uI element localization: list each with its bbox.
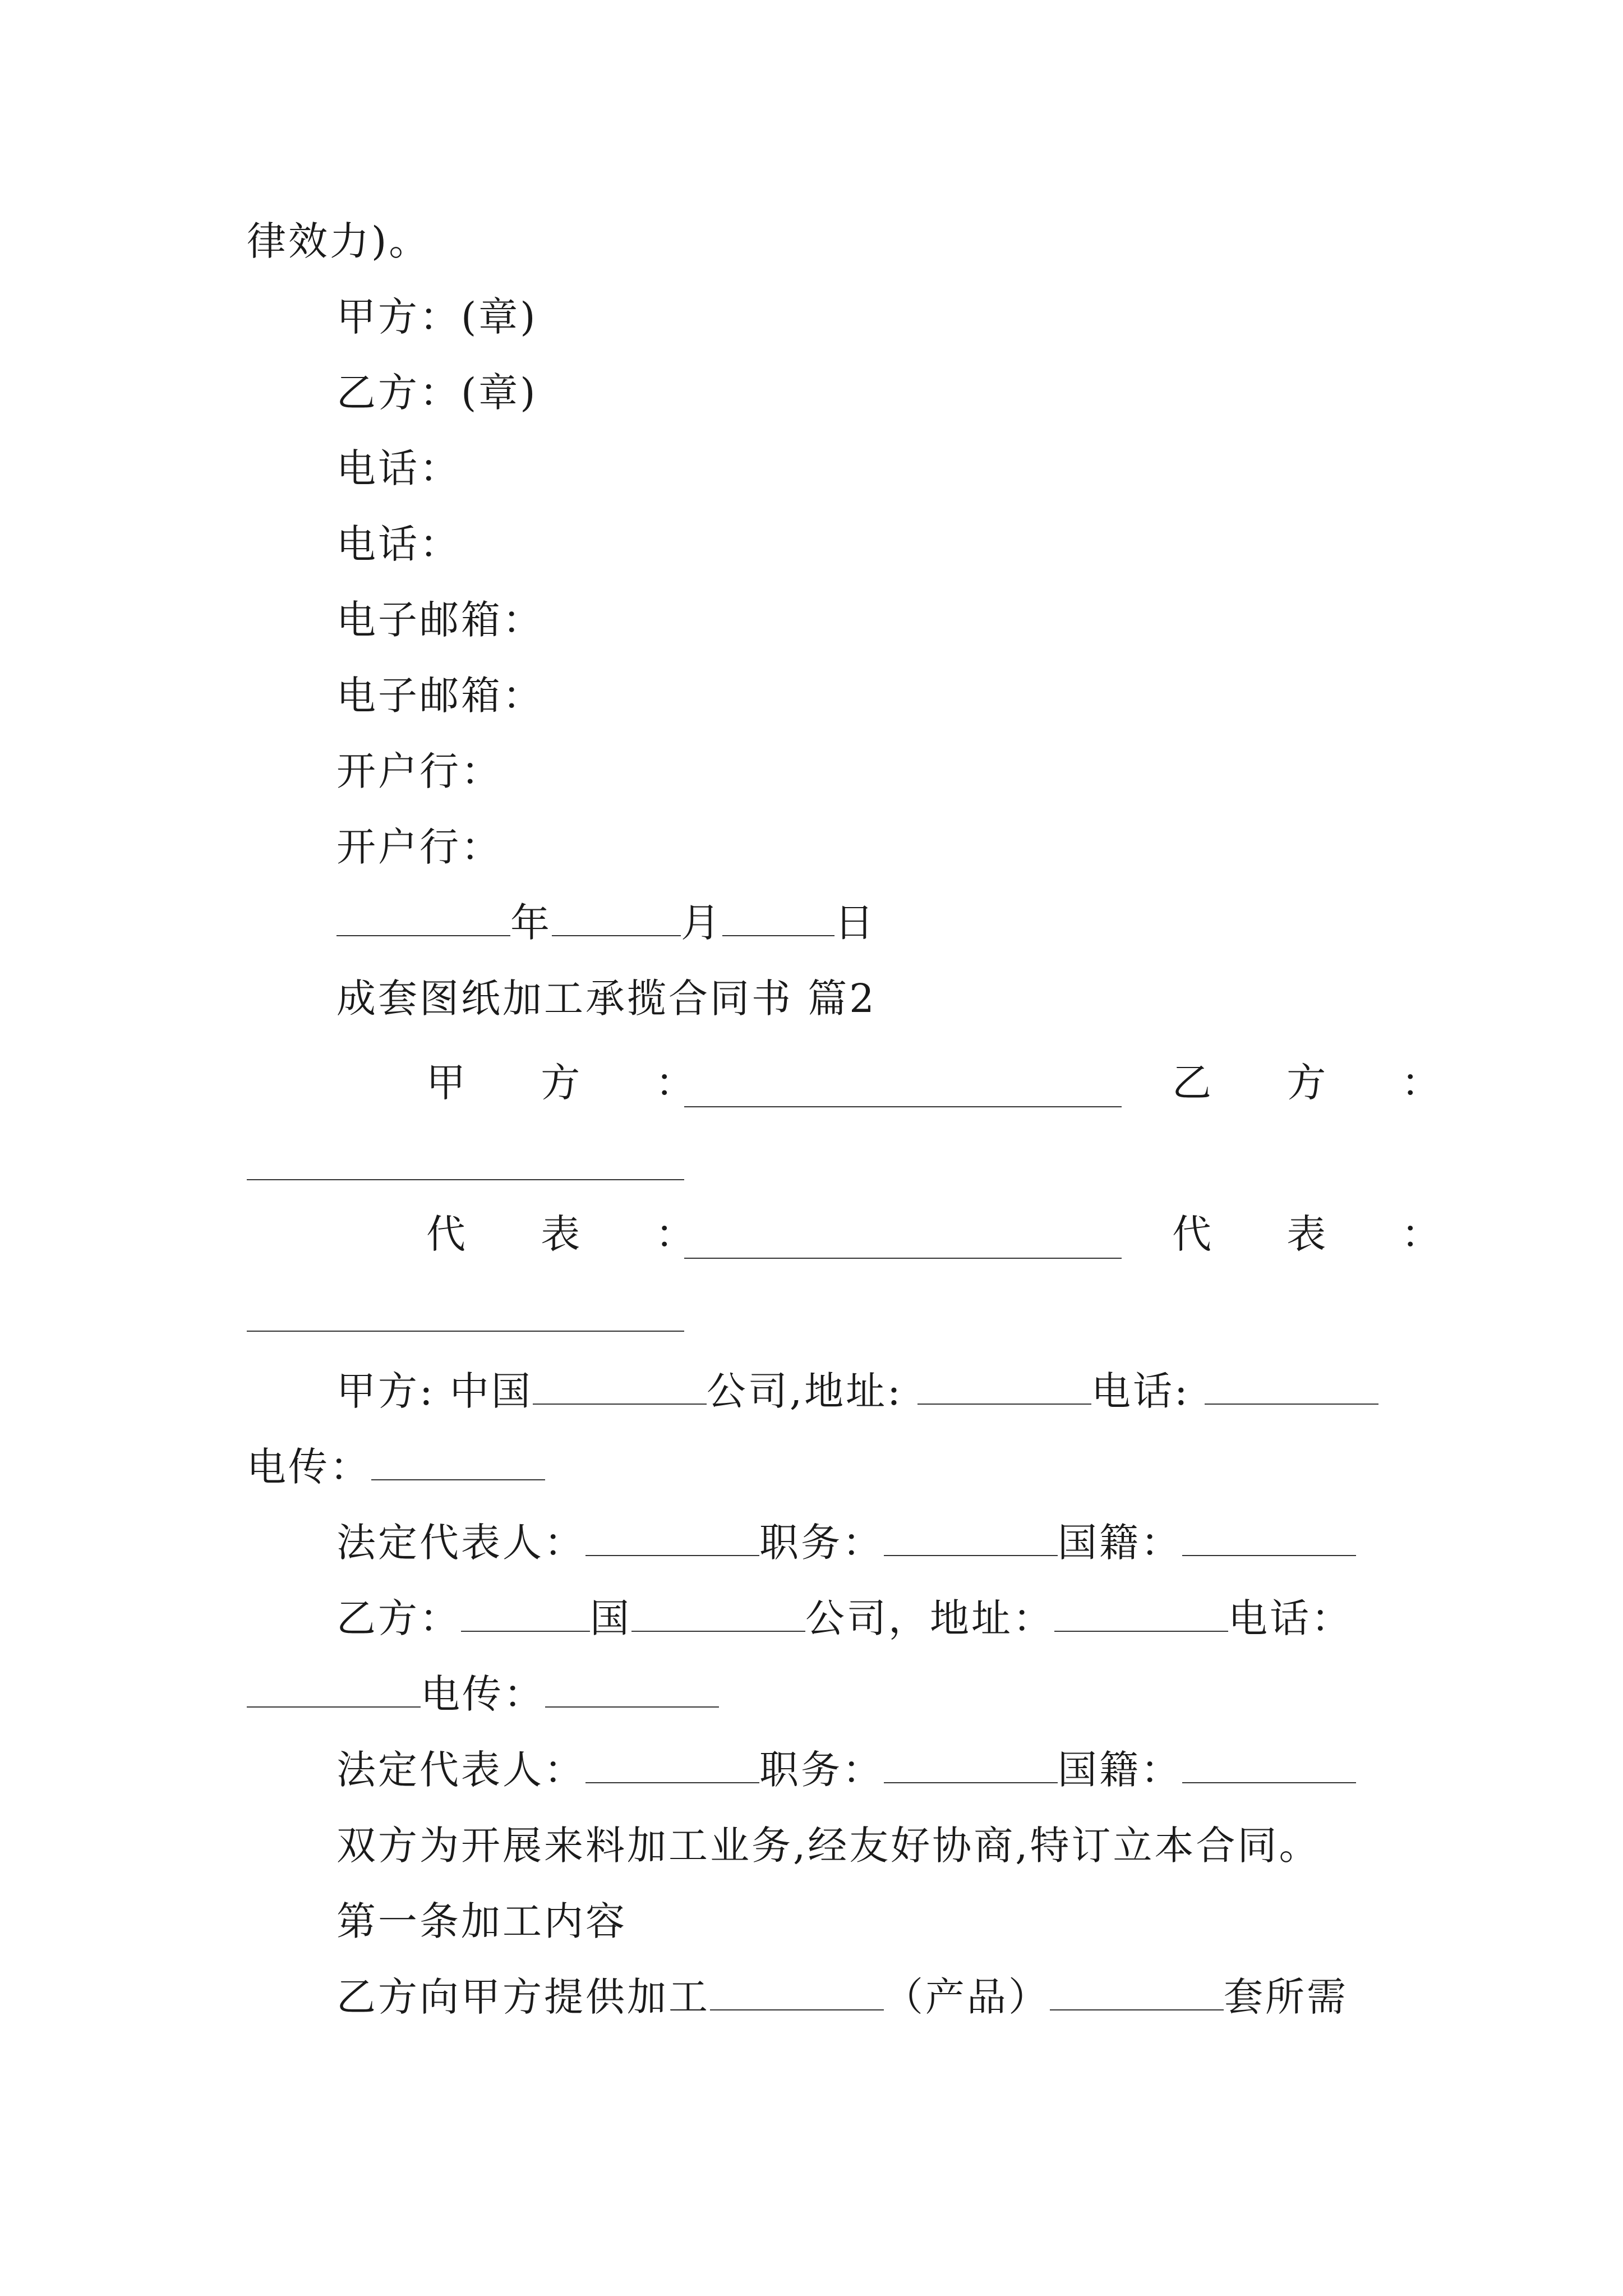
year-label: 年 — [510, 900, 552, 946]
nationality-blank — [1182, 1747, 1356, 1783]
party-b-fax — [247, 1666, 719, 1722]
party-a-info-label: 甲方: 中国 — [336, 1368, 533, 1414]
email-label: 电子邮箱： — [336, 673, 544, 719]
nationality-blank — [1182, 1520, 1356, 1556]
content-label: 乙方向甲方提供加工 — [336, 1974, 710, 2020]
sets-label: 套所需 — [1224, 1974, 1348, 2020]
company-blank — [533, 1369, 707, 1405]
legal-rep-blank — [585, 1520, 759, 1556]
party-a-label: 甲 方 ： — [426, 1060, 726, 1106]
legal-rep-line — [336, 1515, 1356, 1571]
year-blank — [336, 900, 510, 936]
bank-label: 开户行： — [336, 748, 502, 794]
party-b-blank — [247, 1178, 684, 1180]
country-blank — [461, 1596, 590, 1632]
country-label: 国 — [590, 1595, 631, 1641]
address-blank — [917, 1369, 1091, 1405]
legal-rep-label: 法定代表人： — [336, 1520, 585, 1566]
phone-label: 电话： — [336, 521, 461, 567]
position-label: 职务： — [759, 1747, 884, 1793]
month-label: 月 — [681, 900, 722, 946]
bank-label: 开户行： — [336, 824, 502, 870]
email-label: 电子邮箱： — [336, 597, 544, 643]
phone-label: 电话: — [1091, 1368, 1190, 1414]
legal-rep-blank — [585, 1747, 759, 1783]
nationality-label: 国籍： — [1058, 1520, 1182, 1566]
position-label: 职务： — [759, 1520, 884, 1566]
phone-label: 电话： — [336, 445, 461, 491]
party-a-seal: 甲方：(章) — [336, 294, 538, 340]
legal-rep-label: 法定代表人： — [336, 1747, 585, 1793]
fax-blank — [371, 1444, 545, 1480]
party-b-seal: 乙方：(章) — [336, 370, 538, 416]
day-blank — [722, 900, 834, 936]
month-blank — [552, 900, 681, 936]
address-label: 公司，地址： — [805, 1595, 1054, 1641]
date-line — [336, 895, 876, 951]
content-line — [336, 1969, 1348, 2025]
address-blank — [1054, 1596, 1228, 1632]
company-blank — [631, 1596, 805, 1632]
quantity-blank — [1050, 1975, 1224, 2010]
address-label: 公司,地址: — [706, 1368, 903, 1414]
fax-label: 电传： — [421, 1671, 545, 1717]
rep-b-label: 代 表 ： — [1172, 1211, 1472, 1257]
party-a-fax — [247, 1439, 545, 1495]
content-blank — [710, 1975, 884, 2010]
rep-a-blank — [684, 1257, 1122, 1259]
product-label: （产品） — [884, 1974, 1050, 2020]
rep-b-blank — [247, 1329, 684, 1332]
nationality-label: 国籍： — [1058, 1747, 1182, 1793]
phone-blank — [247, 1672, 421, 1708]
position-blank — [884, 1747, 1058, 1783]
party-a-info — [336, 1363, 1378, 1419]
fax-blank — [545, 1672, 719, 1708]
agreement-text: 双方为开展来料加工业务,经友好协商,特订立本合同。 — [336, 1823, 1321, 1869]
phone-label: 电话： — [1228, 1595, 1353, 1641]
rep-a-label: 代 表 ： — [426, 1211, 726, 1257]
text-line: 律效力)。 — [247, 218, 431, 264]
legal-rep-line — [336, 1742, 1356, 1798]
article-heading: 第一条加工内容 — [336, 1898, 627, 1944]
party-b-info — [336, 1590, 1353, 1646]
party-a-blank — [684, 1105, 1122, 1107]
section-heading: 成套图纸加工承揽合同书 篇2 — [336, 976, 877, 1022]
fax-label: 电传： — [247, 1444, 371, 1490]
party-b-label: 乙 方 ： — [1172, 1060, 1472, 1106]
party-b-info-label: 乙方： — [336, 1595, 461, 1641]
day-label: 日 — [834, 900, 876, 946]
phone-blank — [1205, 1369, 1378, 1405]
position-blank — [884, 1520, 1058, 1556]
